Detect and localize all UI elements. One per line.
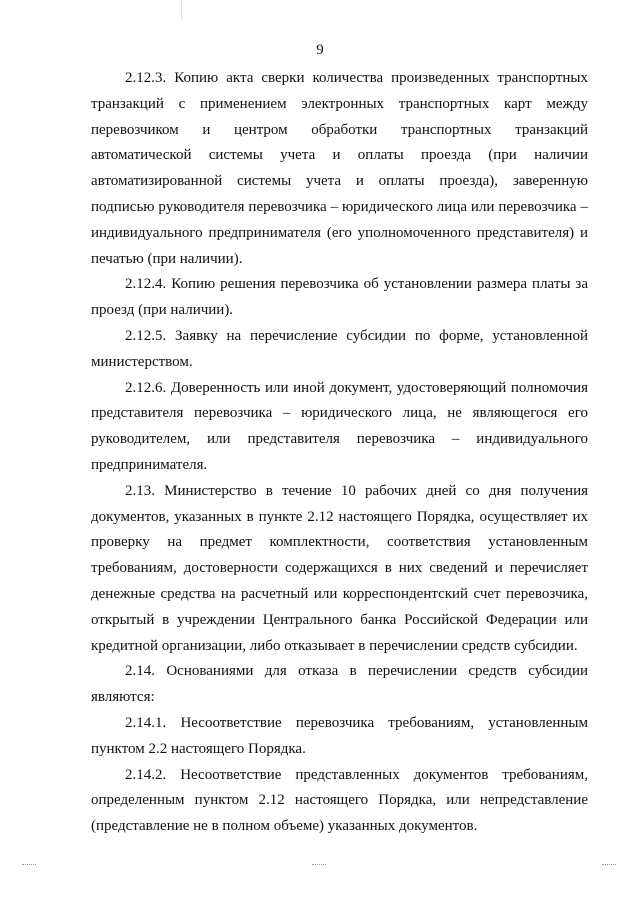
page-number: 9 bbox=[316, 42, 324, 58]
page-body bbox=[91, 66, 588, 840]
scan-edge-mark-center bbox=[312, 864, 326, 865]
paragraph-2-12-4: 2.12.4. Копию решения перевозчика об установлении размера платы за проезд (при наличии). bbox=[91, 276, 588, 319]
paragraph-2-14: 2.14. Основаниями для отказа в перечислении средств субсидии являются: bbox=[91, 663, 588, 706]
paragraph-2-14-2: 2.14.2. Несоответствие представленных документов требованиям, определенным пунктом 2.12 настоящего Порядка, или непредставление (представление не в полном объеме) указанных документов. bbox=[91, 766, 588, 835]
paragraph-2-13: 2.13. Министерство в течение 10 рабочих дней со дня получения документов, указанных в пункте 2.12 настоящего Порядка, осуществляет их проверку на предмет комплектности, соответствия установленным требованиям, достоверности содержащихся в них сведений и перечисляет денежные средства на расчетный или корреспондентский счет перевозчика, открытый в учреждении Центрального банка Российской Федерации или кредитной организации, либо отказывает в перечислении средств субсидии. bbox=[91, 482, 588, 654]
paragraph-2-12-6: 2.12.6. Доверенность или иной документ, удостоверяющий полномочия представителя перевозчика – юридического лица, не являющегося его руководителем, или представителя перевозчика – индивидуального предпринимателя. bbox=[91, 379, 588, 473]
paragraph-2-12-5: 2.12.5. Заявку на перечисление субсидии по форме, установленной министерством. bbox=[91, 327, 588, 370]
scan-edge-mark-left bbox=[22, 864, 36, 865]
scan-artifact-line bbox=[181, 0, 182, 20]
paragraph-2-14-1: 2.14.1. Несоответствие перевозчика требованиям, установленным пунктом 2.2 настоящего Порядка. bbox=[91, 714, 588, 757]
paragraph-2-12-3: 2.12.3. Копию акта сверки количества произведенных транспортных транзакций с применением электронных транспортных карт между перевозчиком и центром обработки транспортных транзакций автоматической системы учета и оплаты проезда (при наличии автоматизированной системы учета и оплаты проезда), заверенную подписью руководителя перевозчика – юридического лица или перевозчика – индивидуального предпринимателя (его уполномоченного представителя) и печатью (при наличии). bbox=[91, 70, 588, 267]
scan-edge-mark-right bbox=[602, 864, 616, 865]
